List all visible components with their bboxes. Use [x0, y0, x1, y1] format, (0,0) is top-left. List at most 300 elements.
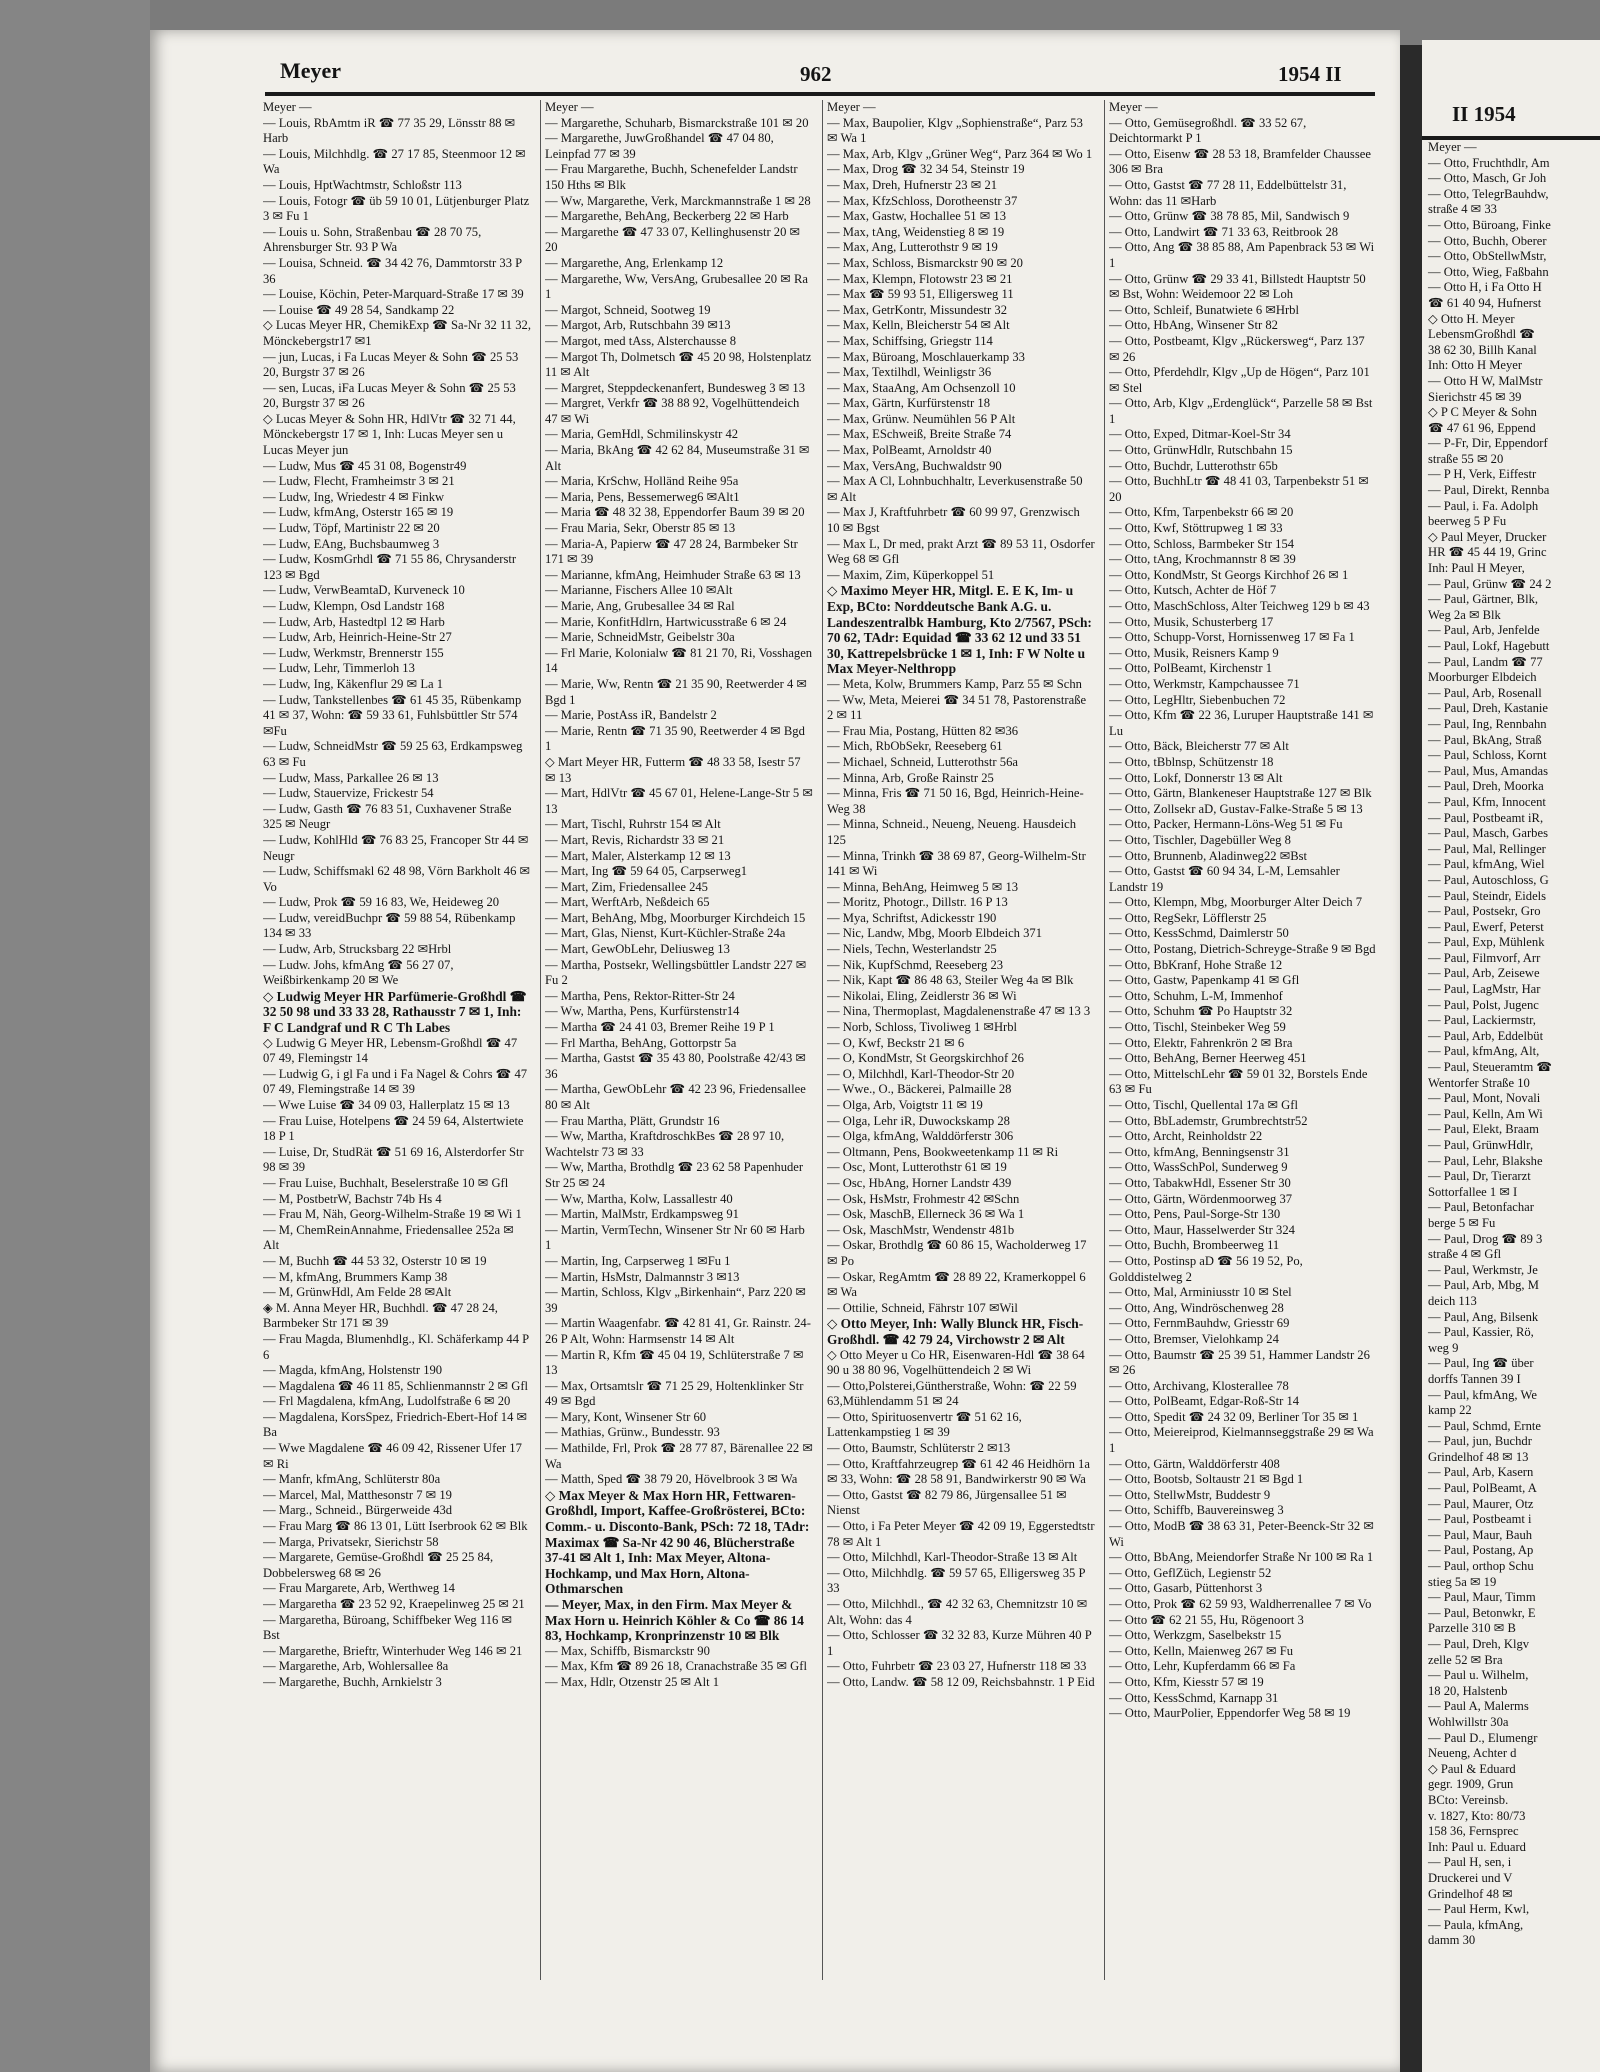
directory-entry: — Otto, Werkmstr, Kampchaussee 71 — [1109, 676, 1300, 691]
directory-entry: — Max, Gärtn, Kurfürstenstr 18 — [827, 396, 990, 411]
directory-entry: — O, Milchhdl, Karl-Theodor-Str 20 — [827, 1066, 1015, 1081]
next-page-entry: v. 1827, Kto: 80/73 — [1428, 1808, 1526, 1823]
directory-entry: — Osk, MaschB, Ellerneck 36 ✉ Wa 1 — [827, 1207, 1025, 1222]
directory-entry: — Max, Dreh, Hufnerstr 23 ✉ 21 — [827, 177, 998, 192]
directory-entry: — Otto, Tischler, Dagebüller Weg 8 — [1109, 832, 1291, 847]
next-page-entry: Inh: Paul u. Eduard — [1428, 1839, 1526, 1854]
directory-entry: — Oltmann, Pens, Bookweetenkamp 11 ✉ Ri — [827, 1144, 1059, 1159]
directory-page — [150, 30, 1400, 2072]
directory-entry: — Margarethe, BehAng, Beckerberg 22 ✉ Harb — [545, 209, 789, 224]
directory-entry: — Max, Gastw, Hochallee 51 ✉ 13 — [827, 209, 1007, 224]
next-page-entry: — Paul, Kfm, Innocent — [1428, 794, 1546, 809]
directory-entry: — Otto, GeflZüch, Legienstr 52 — [1109, 1565, 1272, 1580]
directory-entry: — Otto, Spedit ☎ 24 32 09, Berliner Tor 35 ✉ 1 — [1109, 1409, 1359, 1424]
directory-entry: — Frau Martha, Plätt, Grundstr 16 — [545, 1113, 720, 1128]
directory-entry: — Otto, Kfm, Tarpenbekstr 66 ✉ 20 — [1109, 505, 1294, 520]
directory-entry: — Otto, Kfm ☎ 22 36, Luruper Hauptstraße 141 ✉ Lu — [1109, 708, 1374, 738]
directory-entry: — Otto, Pens, Paul-Sorge-Str 130 — [1109, 1207, 1281, 1222]
directory-entry: — M, GrünwHdl, Am Felde 28 ✉Alt — [263, 1285, 452, 1300]
directory-entry: — Ludw, Lehr, Timmerloh 13 — [263, 661, 415, 676]
directory-entry: — Louis, Fotogr ☎ üb 59 10 01, Lütjenburger Platz 3 ✉ Fu 1 — [263, 193, 530, 224]
directory-entry: — Otto, Klempn, Mbg, Moorburger Alter Deich 7 — [1109, 895, 1363, 910]
next-page-entry: Inh: Paul H Meyer, — [1428, 561, 1525, 576]
directory-entry: — Mart, Glas, Nienst, Kurt-Küchler-Straße 24a — [545, 926, 786, 941]
directory-entry: — Otto, kfmAng, Benningsenstr 31 — [1109, 1144, 1290, 1159]
directory-entry: — Otto, Prok ☎ 62 59 93, Waldherrenallee 7 ✉ Vo — [1109, 1597, 1372, 1611]
next-page-entry: — Paul, Postbeamt i — [1428, 1512, 1532, 1527]
directory-entry: — Louise, Köchin, Peter-Marquard-Straße 17 ✉ 39 — [263, 287, 524, 302]
next-page-entry: — Paul, Masch, Garbes — [1428, 826, 1548, 841]
next-page-entry: — Paul, Exp, Mühlenk — [1428, 935, 1545, 950]
directory-entry: — Otto, HbAng, Winsener Str 82 — [1109, 318, 1278, 333]
next-page-entry: stieg 5a ✉ 19 — [1428, 1574, 1497, 1589]
next-page-entry: 18 20, Halstenb — [1428, 1683, 1508, 1698]
directory-entry: — Ludw, Flecht, Framheimstr 3 ✉ 21 — [263, 474, 455, 489]
directory-entry: — Otto, Pferdehdlr, Klgv „Up de Högen“, Parz 101 ✉ Stel — [1109, 365, 1370, 395]
directory-entry: — Ww, Martha, Kolw, Lassallestr 40 — [545, 1191, 733, 1206]
directory-entry: — Frau Marg ☎ 86 13 01, Lütt Iserbrook 62 ✉ Blk — [263, 1519, 528, 1534]
next-page-entry: — Paula, kfmAng, — [1428, 1917, 1524, 1932]
directory-entry: — Otto, Exped, Ditmar-Koel-Str 34 — [1109, 427, 1291, 442]
next-page-entry: — Paul, Lackiermstr, — [1428, 1013, 1536, 1028]
directory-entry: — Otto, Grünw ☎ 29 33 41, Billstedt Hauptstr 50 ✉ Bst, Wohn: Weidemoor 22 ✉ Loh — [1109, 271, 1366, 302]
directory-entry: — Otto, Spirituosenvertr ☎ 51 62 16, Lattenkampstieg 1 ✉ 39 — [827, 1409, 1022, 1440]
directory-entry: — Max, Schiffsing, Griegstr 114 — [827, 333, 993, 348]
directory-entry: — Max, StaaAng, Am Ochsenzoll 10 — [827, 380, 1016, 395]
directory-entry: — Ludw, Ing, Wriedestr 4 ✉ Finkw — [263, 489, 445, 504]
directory-entry: — Louis, HptWachtmstr, Schloßstr 113 — [263, 177, 462, 192]
directory-entry: — Otto, tBblnsp, Schützenstr 18 — [1109, 754, 1274, 769]
entry-list — [827, 116, 1095, 1691]
directory-entry: — Maria, Pens, Bessemerweg6 ✉Alt1 — [545, 489, 740, 504]
directory-entry: — Louise ☎ 49 28 54, Sandkamp 22 — [263, 302, 455, 317]
directory-entry: — Marie, Ang, Grubesallee 34 ✉ Ral — [545, 599, 735, 613]
next-page-entry: — Paul, Filmvorf, Arr — [1428, 950, 1541, 965]
directory-entry: — Otto, Gemüsegroßhdl. ☎ 33 52 67, Deichtormarkt P 1 — [1109, 115, 1307, 146]
directory-entry: ◇ Maximo Meyer HR, Mitgl. E. E K, Im- u Exp, BCto: Norddeutsche Bank A.G. u. Landeszentralbk Hamburg, Kto 2/7567, PSch: 70 62, TAdr: Equidad ☎ 33 62 12 und 33 51 30, Kattrepelsbrücke 1 ✉ 1, Inh: F W Nolte u Max Meyer-Nelthropp — [827, 583, 1092, 677]
column-divider — [1104, 100, 1105, 1980]
directory-entry: — Otto, FernmBauhdw, Griesstr 69 — [1109, 1316, 1290, 1331]
next-page-entry: Parzelle 310 ✉ B — [1428, 1621, 1516, 1636]
directory-entry: — Ludw, SchneidMstr ☎ 59 25 63, Erdkampsweg 63 ✉ Fu — [263, 739, 523, 769]
directory-entry: — Otto, Schuhm ☎ Po Hauptstr 32 — [1109, 1004, 1293, 1019]
directory-entry: — Otto, Postbeamt, Klgv „Rückersweg“, Parz 137 ✉ 26 — [1109, 333, 1365, 364]
next-page-entry: ☎ 47 61 96, Eppend — [1428, 420, 1536, 435]
directory-entry: — Max ☎ 59 93 51, Elligersweg 11 — [827, 287, 1014, 302]
directory-entry: ◇ Mart Meyer HR, Futterm ☎ 48 33 58, Isestr 57 ✉ 13 — [545, 754, 801, 785]
directory-entry: — Ludw, Schiffsmakl 62 48 98, Vörn Barkholt 46 ✉ Vo — [263, 864, 531, 894]
directory-entry: — Otto, Kfm, Kiesstr 57 ✉ 19 — [1109, 1674, 1264, 1689]
directory-entry: — Ww, Martha, KraftdroschkBes ☎ 28 97 10, Wachtelstr 73 ✉ 33 — [545, 1129, 785, 1159]
directory-entry: — Ww, Martha, Pens, Kurfürstenstr14 — [545, 1004, 740, 1019]
directory-entry: — Max A Cl, Lohnbuchhaltr, Leverkusenstraße 50 ✉ Alt — [827, 474, 1083, 504]
directory-entry: ◇ Lucas Meyer & Sohn HR, HdlVtr ☎ 32 71 44, Mönckebergstr 17 ✉ 1, Inh: Lucas Meyer sen u Lucas Meyer jun — [263, 411, 516, 458]
column-overline: Meyer — — [263, 100, 312, 114]
column-divider — [822, 100, 823, 1980]
directory-entry: — Max, tAng, Weidenstieg 8 ✉ 19 — [827, 224, 1005, 239]
next-page-entry: LebensmGroßhdl ☎ — [1428, 327, 1535, 342]
next-page-entry: — Paul, Arb, Kasern — [1428, 1465, 1534, 1480]
next-page-entry: — Paul, Arb, Zeisewe — [1428, 966, 1540, 981]
directory-entry: — Otto, KessSchmd, Karnapp 31 — [1109, 1690, 1279, 1705]
directory-entry: — M, PostbetrW, Bachstr 74b Hs 4 — [263, 1191, 442, 1206]
directory-entry: — Otto, MaschSchloss, Alter Teichweg 129 b ✉ 43 — [1109, 599, 1370, 613]
directory-entry: — Otto, Gärtn, Wördenmoorweg 37 — [1109, 1191, 1293, 1206]
next-page-entry: Grindelhof 48 ✉ — [1428, 1886, 1513, 1901]
directory-entry: — Martin, Ing, Carpserweg 1 ✉Fu 1 — [545, 1253, 731, 1268]
directory-entry: — Ludw, Mass, Parkallee 26 ✉ 13 — [263, 770, 439, 785]
directory-entry: — Marie, KonfitHdlrn, Hartwicusstraße 6 ✉ 24 — [545, 614, 787, 629]
directory-entry: — Minna, Trinkh ☎ 38 69 87, Georg-Wilhelm-Str 141 ✉ Wi — [827, 848, 1086, 879]
next-page-entry: — Paul, Ang, Bilsenk — [1428, 1309, 1539, 1324]
directory-entry: — Ludw, VerwBeamtaD, Kurveneck 10 — [263, 583, 465, 598]
directory-entry: — Otto, Schloss, Barmbeker Str 154 — [1109, 536, 1295, 551]
directory-entry: — M, Buchh ☎ 44 53 32, Osterstr 10 ✉ 19 — [263, 1253, 487, 1268]
directory-entry: — Otto, Gastw, Papenkamp 41 ✉ Gfl — [1109, 973, 1300, 988]
directory-entry: — Minna, Schneid., Neueng, Neueng. Hausdeich 125 — [827, 817, 1077, 847]
directory-entry: — Ludw, Ing, Käkenflur 29 ✉ La 1 — [263, 676, 444, 691]
next-page-entry: 38 62 30, Billh Kanal — [1428, 342, 1537, 357]
next-page-entry: Druckerei und V — [1428, 1870, 1513, 1885]
column-overline: Meyer — — [827, 100, 876, 114]
next-page-entry: — Paul, Drog ☎ 89 3 — [1428, 1231, 1543, 1246]
next-page-entry: — Paul, GrünwHdlr, — [1428, 1138, 1534, 1152]
directory-entry: — Otto, BbAng, Meiendorfer Straße Nr 100 ✉ Ra 1 — [1109, 1550, 1374, 1565]
column-2 — [545, 100, 813, 2050]
directory-entry: — Martin, Schloss, Klgv „Birkenhain“, Parz 220 ✉ 39 — [545, 1285, 806, 1315]
next-page-entry: — Paul u. Wilhelm, — [1428, 1668, 1529, 1683]
directory-entry: ◇ Lucas Meyer HR, ChemikExp ☎ Sa-Nr 32 11 32, Mönckebergstr17 ✉1 — [263, 318, 531, 348]
directory-entry: — Osc, HbAng, Horner Landstr 439 — [827, 1175, 1012, 1190]
directory-entry: — Frau Magda, Blumenhdlg., Kl. Schäferkamp 44 P 6 — [263, 1331, 529, 1362]
next-page-column — [1428, 140, 1600, 1949]
next-page-entry: — Otto, Wieg, Faßbahn — [1428, 264, 1549, 279]
directory-entry: — Ludw. Johs, kfmAng ☎ 56 27 07, Weißbirkenkamp 20 ✉ We — [263, 957, 454, 988]
directory-entry: — Otto, GrünwHdlr, Rutschbahn 15 — [1109, 443, 1293, 458]
directory-entry: — Ludw, Stauervize, Frickestr 54 — [263, 786, 434, 801]
column-divider — [540, 100, 541, 1980]
directory-entry: — Margarethe, Buchh, Arnkielstr 3 — [263, 1674, 442, 1689]
directory-entry: — Otto, StellwMstr, Buddestr 9 — [1109, 1487, 1271, 1502]
directory-entry: — Otto, Werkzgm, Saselbekstr 15 — [1109, 1628, 1282, 1643]
directory-entry: — Osk, HsMstr, Frohmestr 42 ✉Schn — [827, 1191, 1020, 1206]
directory-entry: — Mathias, Grünw., Bundesstr. 93 — [545, 1425, 720, 1440]
directory-entry: — Margot Th, Dolmetsch ☎ 45 20 98, Holstenplatz 11 ✉ Alt — [545, 349, 812, 380]
next-page-entry: — Paul, Steindr, Eidels — [1428, 888, 1547, 903]
next-page-entry: — Paul, Postbeamt iR, — [1428, 810, 1544, 825]
directory-entry: — Margot, med tAss, Alsterchausse 8 — [545, 333, 737, 348]
directory-entry: — Marie, SchneidMstr, Geibelstr 30a — [545, 630, 735, 645]
directory-entry: — Otto, Kraftfahrzeugrep ☎ 61 42 46 Heidhörn 1a ✉ 33, Wohn: ☎ 28 58 91, Bandwirkerstr 90 ✉ Wa — [827, 1456, 1090, 1487]
directory-entry: — Max, VersAng, Buchwaldstr 90 — [827, 458, 1002, 473]
directory-entry: ◈ M. Anna Meyer HR, Buchhdl. ☎ 47 28 24, Barmbeker Str 171 ✉ 39 — [263, 1300, 498, 1331]
directory-entry: — Otto, TabakwHdl, Essener Str 30 — [1109, 1175, 1291, 1190]
next-page-entry: — Otto, ObStellwMstr, — [1428, 249, 1547, 264]
next-page-entry: — Paul, Polst, Jugenc — [1428, 997, 1539, 1012]
directory-entry: — Margret, Steppdeckenanfert, Bundesweg 3 ✉ 13 — [545, 380, 806, 395]
directory-entry: — Max, Grünw. Neumühlen 56 P Alt — [827, 411, 1016, 426]
directory-entry: — Minna, Fris ☎ 71 50 16, Bgd, Heinrich-Heine-Weg 38 — [827, 786, 1084, 816]
next-page-entry: kamp 22 — [1428, 1403, 1472, 1418]
directory-entry: — Otto, Landwirt ☎ 71 33 63, Reitbrook 28 — [1109, 224, 1339, 239]
directory-entry: — Otto, MaurPolier, Eppendorfer Weg 58 ✉ 19 — [1109, 1706, 1351, 1721]
next-page-entry: Neueng, Achter d — [1428, 1746, 1517, 1761]
next-page-entry: — Paul, Autoschloss, G — [1428, 872, 1549, 887]
next-page-entry: — Paul, Grünw ☎ 24 2 — [1428, 576, 1552, 591]
directory-entry: — Martha, Postsekr, Wellingsbüttler Landstr 227 ✉ Fu 2 — [545, 957, 807, 988]
next-page-entry: — Paul, BkAng, Straß — [1428, 732, 1542, 747]
directory-entry: — Margarethe, Ang, Erlenkamp 12 — [545, 255, 724, 270]
next-page-entry: — Paul, Dreh, Kastanie — [1428, 701, 1548, 716]
directory-entry: — Max, KfzSchloss, Dorotheenstr 37 — [827, 193, 1018, 208]
directory-entry: — Olga, Lehr iR, Duwockskamp 28 — [827, 1113, 1010, 1128]
directory-entry: — Ludw, Töpf, Martinistr 22 ✉ 20 — [263, 521, 440, 536]
directory-entry: — Max, Ang, Lutterothstr 9 ✉ 19 — [827, 240, 998, 255]
directory-entry: — Otto, Baumstr ☎ 25 39 51, Hammer Landstr 26 ✉ 26 — [1109, 1347, 1370, 1378]
next-page-entry: deich 113 — [1428, 1293, 1477, 1308]
directory-entry: — Otto, PolBeamt, Kirchenstr 1 — [1109, 661, 1272, 676]
directory-entry: — Otto, Kelln, Maienweg 267 ✉ Fu — [1109, 1643, 1294, 1658]
directory-entry: — Otto, ModB ☎ 38 63 31, Peter-Beenck-Str 32 ✉ Wi — [1109, 1519, 1374, 1549]
directory-entry: — Osk, MaschMstr, Wendenstr 481b — [827, 1222, 1015, 1237]
directory-entry: — Max, Büroang, Moschlauerkamp 33 — [827, 349, 1025, 364]
directory-entry: — Frl Magdalena, kfmAng, Ludolfstraße 6 ✉ 20 — [263, 1394, 511, 1409]
entry-list — [263, 116, 531, 1691]
directory-entry: — Margarethe ☎ 47 33 07, Kellinghusenstr 20 ✉ 20 — [545, 224, 801, 255]
directory-entry: — Maria, BkAng ☎ 42 62 84, Museumstraße 31 ✉ Alt — [545, 443, 810, 473]
directory-entry: — Mathilde, Frl, Prok ☎ 28 77 87, Bärenallee 22 ✉ Wa — [545, 1441, 813, 1471]
directory-entry: — Ludw, KohlHld ☎ 76 83 25, Francoper Str 44 ✉ Neugr — [263, 832, 529, 863]
directory-entry: — Otto, Gärtn, Walddörferstr 408 — [1109, 1456, 1280, 1471]
directory-entry: — Otto, PolBeamt, Edgar-Roß-Str 14 — [1109, 1394, 1300, 1409]
directory-entry: — O, Kwf, Beckstr 21 ✉ 6 — [827, 1035, 965, 1050]
directory-entry: — Mart, GewObLehr, Deliusweg 13 — [545, 942, 730, 957]
next-page-entry: Sierichstr 45 ✉ 39 — [1428, 389, 1522, 404]
directory-entry: — Mart, HdlVtr ☎ 45 67 01, Helene-Lange-Str 5 ✉ 13 — [545, 786, 813, 816]
directory-entry: — Ludw, Arb, Heinrich-Heine-Str 27 — [263, 630, 452, 645]
next-page-entry: damm 30 — [1428, 1933, 1476, 1948]
directory-entry: — Wwe Magdalene ☎ 46 09 42, Rissener Ufer 17 ✉ Ri — [263, 1441, 522, 1471]
directory-entry: — Marianne, kfmAng, Heimhuder Straße 63 ✉ 13 — [545, 567, 801, 582]
directory-entry: — Frl Martha, BehAng, Gottorpstr 5a — [545, 1035, 737, 1050]
next-page-entry: — Otto, TelegrBauhdw, — [1428, 186, 1549, 201]
directory-entry: — Nikolai, Eling, Zeidlerstr 36 ✉ Wi — [827, 988, 1017, 1003]
directory-entry: — Magdalena ☎ 46 11 85, Schlienmannstr 2 ✉ Gfl — [263, 1378, 529, 1393]
directory-entry: — Mart, Maler, Alsterkamp 12 ✉ 13 — [545, 848, 731, 863]
directory-entry: — Otto ☎ 62 21 55, Hu, Rögenoort 3 — [1109, 1612, 1304, 1627]
directory-entry: — Otto, Gärtn, Blankeneser Hauptstraße 127 ✉ Blk — [1109, 786, 1372, 801]
directory-entry: — Max, Schiffb, Bismarckstr 90 — [545, 1643, 710, 1658]
directory-entry: — Otto, Gastst ☎ 60 94 34, L-M, Lemsahler Landstr 19 — [1109, 864, 1340, 894]
directory-entry: — Marg., Schneid., Bürgerweide 43d — [263, 1503, 453, 1518]
next-page-entry: — Paul, orthop Schu — [1428, 1559, 1534, 1574]
next-page-entry: ◇ Paul & Eduard — [1428, 1761, 1516, 1776]
next-page-entry: — Paul, Maur, Timm — [1428, 1590, 1536, 1605]
directory-entry: — Margarethe, Ww, VersAng, Grubesallee 20 ✉ Ra 1 — [545, 271, 808, 302]
directory-entry: — Nik, KupfSchmd, Reeseberg 23 — [827, 957, 1004, 972]
next-page-entry: — Paul, Arb, Eddelbüt — [1428, 1028, 1544, 1043]
next-page-entry: — P H, Verk, Eiffestr — [1428, 467, 1537, 482]
entry-list — [545, 116, 813, 1691]
directory-entry: — Otto, Musik, Reisners Kamp 9 — [1109, 645, 1279, 660]
directory-entry: — Otto, RegSekr, Löfflerstr 25 — [1109, 910, 1267, 925]
directory-entry: — Martha, Pens, Rektor-Ritter-Str 24 — [545, 988, 735, 1003]
directory-entry: — Ludw, Gasth ☎ 76 83 51, Cuxhavener Straße 325 ✉ Neugr — [263, 801, 512, 832]
directory-entry: — Magdalena, KorsSpez, Friedrich-Ebert-Hof 14 ✉ Ba — [263, 1409, 528, 1440]
directory-entry: — Otto, WassSchPol, Sunderweg 9 — [1109, 1160, 1288, 1175]
directory-entry: — Max, Textilhdl, Weinligstr 36 — [827, 365, 992, 380]
next-page-entry: — Otto, Büroang, Finke — [1428, 217, 1551, 232]
next-page-entry: — Paul, Kassier, Rö, — [1428, 1325, 1534, 1340]
next-page-entry: — Paul, Postsekr, Gro — [1428, 904, 1541, 919]
next-page-entry: — Paul, Mal, Rellinger — [1428, 841, 1546, 856]
directory-entry: — Minna, Arb, Große Rainstr 25 — [827, 770, 994, 785]
directory-entry: — Max, GetrKontr, Missundestr 32 — [827, 302, 1007, 317]
directory-entry: — Otto, Milchhdl, Karl-Theodor-Straße 13 ✉ Alt — [827, 1550, 1078, 1565]
directory-entry: — Otto, KondMstr, St Georgs Kirchhof 26 ✉ 1 — [1109, 567, 1349, 582]
next-page-entry: — Paul, i. Fa. Adolph — [1428, 498, 1539, 513]
next-page-entry: — Paul, kfmAng, We — [1428, 1387, 1537, 1402]
directory-entry: — Otto, MittelschLehr ☎ 59 01 32, Borstels Ende 63 ✉ Fu — [1109, 1066, 1368, 1097]
directory-entry: — Otto, Archt, Reinholdstr 22 — [1109, 1129, 1263, 1144]
directory-entry: — Maxim, Zim, Küperkoppel 51 — [827, 567, 995, 582]
directory-entry: — Otto, Gastst ☎ 77 28 11, Eddelbüttelstr 31, Wohn: das 11 ✉Harb — [1109, 177, 1347, 208]
next-page-entry: — Paul, Gärtner, Blk, — [1428, 592, 1539, 607]
page-header-name: Meyer — [280, 58, 342, 83]
directory-entry: — Louis, Milchhdlg. ☎ 27 17 85, Steenmoor 12 ✉ Wa — [263, 146, 526, 177]
directory-entry: — Mary, Kont, Winsener Str 60 — [545, 1409, 707, 1424]
directory-entry: — Ludw, Werkmstr, Brennerstr 155 — [263, 645, 444, 660]
directory-entry: — Oskar, RegAmtm ☎ 28 89 22, Kramerkoppel 6 ✉ Wa — [827, 1269, 1086, 1300]
directory-entry: — Otto,Polsterei,Güntherstraße, Wohn: ☎ 22 59 63,Mühlendamm 51 ✉ 24 — [827, 1378, 1077, 1409]
next-page-entry: zelle 52 ✉ Bra — [1428, 1652, 1503, 1667]
directory-entry: — Martha ☎ 24 41 03, Bremer Reihe 19 P 1 — [545, 1020, 775, 1035]
directory-entry: — Ottilie, Schneid, Fährstr 107 ✉Wil — [827, 1300, 1018, 1315]
directory-entry: — Ludw, EAng, Buchsbaumweg 3 — [263, 536, 440, 551]
directory-entry: — Martin, HsMstr, Dalmannstr 3 ✉13 — [545, 1269, 740, 1284]
column-1 — [263, 100, 531, 2050]
next-page-entry: Wentorfer Straße 10 — [1428, 1075, 1530, 1090]
directory-entry: — Matth, Sped ☎ 38 79 20, Hövelbrook 3 ✉ Wa — [545, 1472, 798, 1487]
next-page-entry: — Paul, Elekt, Braam — [1428, 1122, 1539, 1137]
directory-entry: — Mart, Ing ☎ 59 64 05, Carpserweg1 — [545, 864, 748, 879]
directory-entry: — Otto, Fuhrbetr ☎ 23 03 27, Hufnerstr 118 ✉ 33 — [827, 1659, 1087, 1674]
directory-entry: — Otto, BbKranf, Hohe Straße 12 — [1109, 957, 1283, 972]
directory-entry: — Ludw, Arb, Hastedtpl 12 ✉ Harb — [263, 614, 445, 629]
next-page-entry: — Otto, Fruchthdlr, Am — [1428, 155, 1550, 170]
directory-entry: — Max, PolBeamt, Arnoldstr 40 — [827, 443, 992, 458]
directory-entry: — Manfr, kfmAng, Schlüterstr 80a — [263, 1472, 441, 1487]
directory-entry: — Otto, Ang ☎ 38 85 88, Am Papenbrack 53 ✉ Wi 1 — [1109, 240, 1375, 270]
next-page-entry: — Paul, Arb, Rosenall — [1428, 685, 1542, 700]
directory-entry: — Marcel, Mal, Matthesonstr 7 ✉ 19 — [263, 1487, 452, 1502]
page-number: 962 — [800, 62, 832, 86]
directory-entry: — Otto, Meiereiprod, Kielmannseggstraße 29 ✉ Wa 1 — [1109, 1425, 1374, 1456]
next-page-entry: — Paul, Postang, Ap — [1428, 1543, 1534, 1558]
directory-entry: — M, ChemReinAnnahme, Friedensallee 252a ✉ Alt — [263, 1222, 514, 1253]
next-page-entry: — Paul, Betonfachar — [1428, 1200, 1534, 1215]
directory-entry: — Margarete, Gemüse-Großhdl ☎ 25 25 84, Dobbelersweg 68 ✉ 26 — [263, 1550, 494, 1580]
next-page-entry: — Otto H, i Fa Otto H — [1428, 280, 1542, 295]
directory-entry: — Louis, RbAmtm iR ☎ 77 35 29, Lönsstr 88 ✉ Harb — [263, 115, 516, 146]
directory-entry: ◇ Ludwig Meyer HR Parfümerie-Großhdl ☎ 32 50 98 und 33 33 28, Rathausstr 7 ✉ 1, Inh: F C Landgraf und R C Th Labes — [263, 988, 527, 1036]
directory-entry: — Mart, BehAng, Mbg, Moorburger Kirchdeich 15 — [545, 910, 806, 925]
directory-entry: — Otto, Milchhdlg. ☎ 59 57 65, Elligersweg 35 P 33 — [827, 1565, 1085, 1596]
directory-entry: ◇ Otto Meyer u Co HR, Eisenwaren-Hdl ☎ 38 64 90 u 38 80 96, Vogelhüttendeich 2 ✉ Wi — [827, 1347, 1085, 1378]
next-page-entry: — Paul, Arb, Mbg, M — [1428, 1278, 1539, 1293]
next-page-entry: — Paul, Landm ☎ 77 — [1428, 654, 1543, 669]
next-page-entry: — Paul, Dr, Tierarzt — [1428, 1169, 1531, 1184]
next-page-entry: — Paul, kfmAng, Wiel — [1428, 857, 1545, 872]
directory-entry: — Otto, Buchh, Brombeerweg 11 — [1109, 1238, 1280, 1253]
next-page-header: II 1954 — [1452, 102, 1516, 126]
next-page-entry: — Otto, Buchh, Oberer — [1428, 233, 1547, 248]
directory-entry: — Maria-A, Papierw ☎ 47 28 24, Barmbeker Str 171 ✉ 39 — [545, 536, 798, 567]
directory-entry: — Otto, Tischl, Steinbeker Weg 59 — [1109, 1020, 1286, 1035]
next-page-entry: 158 36, Fernsprec — [1428, 1824, 1519, 1839]
next-page-entry: straße 4 ✉ 33 — [1428, 202, 1497, 217]
next-page-entry: berge 5 ✉ Fu — [1428, 1215, 1496, 1230]
directory-entry: — Max, Kelln, Bleicherstr 54 ✉ Alt — [827, 318, 1010, 333]
directory-entry: — Margot, Arb, Rutschbahn 39 ✉13 — [545, 318, 731, 333]
directory-entry: — Frau Luise, Hotelpens ☎ 24 59 64, Alstertwiete 18 P 1 — [263, 1113, 524, 1144]
directory-entry: — Ludw, Klempn, Osd Landstr 168 — [263, 599, 445, 613]
directory-entry: — Maria, GemHdl, Schmilinskystr 42 — [545, 427, 739, 442]
directory-entry: — Otto, Schlosser ☎ 32 32 83, Kurze Mühren 40 P 1 — [827, 1628, 1092, 1658]
directory-entry: — Nik, Kapt ☎ 86 48 63, Steiler Weg 4a ✉ Blk — [827, 973, 1074, 988]
next-page-entry: Inh: Otto H Meyer — [1428, 358, 1523, 373]
directory-entry: — Otto, Bäck, Bleicherstr 77 ✉ Alt — [1109, 739, 1289, 754]
directory-entry: — Max, Baupolier, Klgv „Sophienstraße“, Parz 53 ✉ Wa 1 — [827, 115, 1083, 146]
next-page-entry: — Paul D., Elumengr — [1428, 1730, 1538, 1745]
next-page-entry: straße 55 ✉ 20 — [1428, 451, 1504, 466]
directory-entry: — Max, Arb, Klgv „Grüner Weg“, Parz 364 ✉ Wo 1 — [827, 146, 1093, 161]
directory-entry: — Mya, Schriftst, Adickesstr 190 — [827, 910, 997, 925]
directory-entry: — Ludw, vereidBuchpr ☎ 59 88 54, Rübenkamp 134 ✉ 33 — [263, 910, 516, 941]
directory-entry: — Luise, Dr, StudRät ☎ 51 69 16, Alsterdorfer Str 98 ✉ 39 — [263, 1144, 524, 1175]
directory-entry: — Martin R, Kfm ☎ 45 04 19, Schlüterstraße 7 ✉ 13 — [545, 1347, 804, 1378]
directory-entry: — Max L, Dr med, prakt Arzt ☎ 89 53 11, Osdorfer Weg 68 ✉ Gfl — [827, 536, 1095, 567]
directory-entry: — Margarethe, Brieftr, Winterhuder Weg 146 ✉ 21 — [263, 1643, 523, 1658]
directory-entry: — Maria, KrSchw, Holländ Reihe 95a — [545, 474, 739, 489]
directory-entry: — Meta, Kolw, Brummers Kamp, Parz 55 ✉ Schn — [827, 676, 1082, 691]
next-page-entry: Moorburger Elbdeich — [1428, 670, 1537, 685]
directory-entry: — Otto, Mal, Arminiusstr 10 ✉ Stel — [1109, 1285, 1292, 1300]
next-page-entry: dorffs Tannen 39 I — [1428, 1371, 1521, 1386]
directory-entry: — Niels, Techn, Westerlandstr 25 — [827, 942, 997, 957]
next-page-entry: — Paul, jun, Buchdr — [1428, 1434, 1532, 1449]
next-page-entry: Weg 2a ✉ Blk — [1428, 607, 1501, 622]
directory-entry: — Otto, Archivang, Klosterallee 78 — [1109, 1378, 1289, 1393]
directory-entry: — O, KondMstr, St Georgskirchhof 26 — [827, 1051, 1024, 1066]
next-page-entry: — Paul, Dreh, Klgv — [1428, 1637, 1530, 1651]
directory-entry: — Martha, GewObLehr ☎ 42 23 96, Friedensallee 80 ✉ Alt — [545, 1082, 806, 1112]
page-header-year: 1954 II — [1278, 62, 1342, 86]
entry-list — [1109, 116, 1377, 1722]
column-overline: Meyer — — [545, 100, 594, 114]
next-page-entry: — Paul, Lehr, Blakshe — [1428, 1153, 1543, 1168]
directory-entry: — Moritz, Photogr., Dillstr. 16 P 13 — [827, 895, 1008, 910]
directory-entry: — Mich, RbObSekr, Reeseberg 61 — [827, 739, 1003, 754]
directory-entry: — Magda, kfmAng, Holstenstr 190 — [263, 1363, 443, 1378]
directory-entry: — Max, Schloss, Bismarckstr 90 ✉ 20 — [827, 255, 1023, 270]
directory-entry: — Margret, Verkfr ☎ 38 88 92, Vogelhüttendeich 47 ✉ Wi — [545, 396, 800, 426]
directory-entry: — Margot, Schneid, Sootweg 19 — [545, 302, 711, 317]
directory-entry: — Otto, Lehr, Kupferdamm 66 ✉ Fa — [1109, 1659, 1296, 1674]
directory-entry: — Otto, Bremser, Vielohkamp 24 — [1109, 1331, 1279, 1346]
directory-entry: — Otto, Schiffb, Bauvereinsweg 3 — [1109, 1503, 1284, 1518]
directory-entry: — Otto, LegHltr, Siebenbuchen 72 — [1109, 692, 1286, 707]
